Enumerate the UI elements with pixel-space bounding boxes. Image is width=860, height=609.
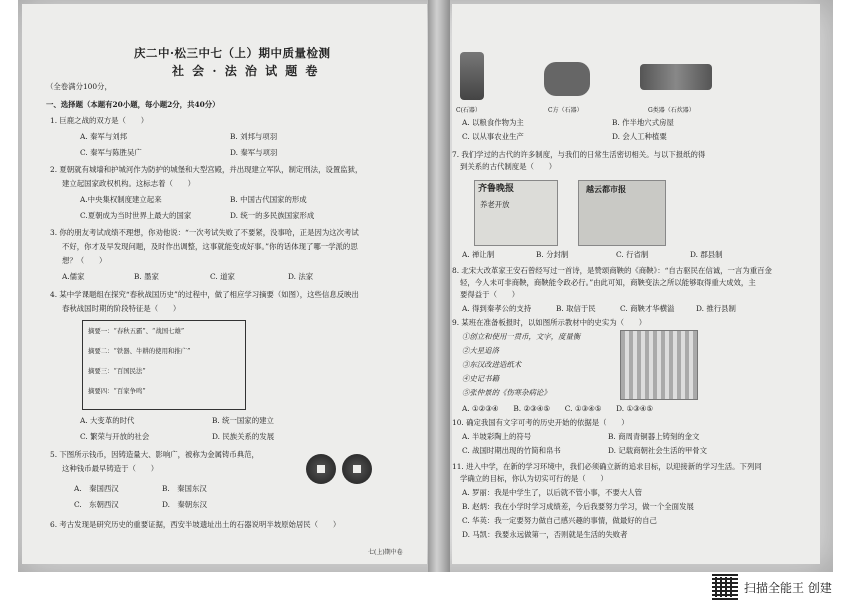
q11-option-c: C. 华英：我一定要努力做自己感兴趣的事情，做最好的自己	[462, 516, 657, 525]
q6-option-b: B. 作半地穴式房屋	[612, 118, 674, 127]
question-11: 11. 进入中学，在新的学习环境中，我们必须确立新的追求目标，以迎接新的学习生活。下列同	[452, 462, 762, 471]
page-footer: 七(上)期中卷	[368, 549, 403, 556]
handwritten-note: ②大星追洛	[462, 346, 499, 355]
q7-option-a: A. 禅让制	[462, 250, 495, 259]
stone-tool-image	[544, 62, 590, 96]
q7-option-d: D. 郡县制	[690, 250, 723, 259]
q7-option-b: B. 分封制	[536, 250, 569, 259]
q2-option-b: B. 中国古代国家的形成	[230, 195, 307, 204]
q7-option-c: C. 行省制	[616, 250, 649, 259]
question-2: 2. 夏朝就有城墙和护城河作为防护的城堡和大型宫殿，并出现建立军队，制定刑法，设置监狱，	[50, 165, 363, 174]
question-6: 6. 考古发现是研究历史的重要证据，西安半坡遗址出土的石器说明半坡原始居民（ ）	[50, 520, 341, 529]
question-1: 1. 巨鹿之战的双方是（ ）	[50, 116, 149, 125]
question-2-cont: 建立起国家政权机构。这标志着（ ）	[62, 179, 196, 188]
scanner-watermark	[712, 574, 832, 600]
q8-option-a: A. 得到秦孝公的支持	[462, 304, 532, 313]
q2-option-d: D. 统一的多民族国家形成	[230, 211, 315, 220]
q10-option-b: B. 商周青铜器上铸刻的金文	[608, 432, 700, 441]
q1-option-a: A. 秦军与刘邦	[80, 132, 127, 141]
q3-option-a: A.儒家	[62, 272, 85, 281]
q4-option-b: B. 统一国家的建立	[212, 416, 274, 425]
stone-mill-image	[640, 64, 712, 90]
qr-code-icon	[712, 574, 738, 600]
stone-tool-image	[460, 52, 484, 100]
scanner-app-label: 扫描全能王 创建	[744, 580, 832, 595]
q11-option-d: D. 马凯：我要永远做第一，否则就是生活的失败者	[462, 530, 628, 539]
section-heading: 一、选择题（本题有20小题，每小题2分，共40分）	[46, 100, 220, 109]
question-4-cont: 春秋战国时期的阶段特征是（ ）	[62, 304, 181, 313]
q11-option-a: A. 罗丽：我是中学生了，以后就不管小事，不要大人管	[462, 488, 643, 497]
q3-option-b: B. 墨家	[134, 272, 159, 281]
q3-option-c: C. 道家	[210, 272, 235, 281]
question-8-cont: 轻，今人未可非商鞅，商鞅能令政必行。”由此可知，商鞅变法之所以能够取得重大成效，主	[460, 278, 756, 287]
q5-option-d: D. 秦朝东汉	[162, 500, 207, 509]
q5-option-c: C. 东朝西汉	[74, 500, 119, 509]
shiji-book-image	[620, 330, 698, 400]
handwritten-note: ①创立和使用一贯币，文字，度量衡	[462, 332, 581, 341]
question-10: 10. 确定我国有文字可考的历史开始的依据是（ ）	[452, 418, 629, 427]
newspaper-name: 越云都市报	[586, 184, 626, 194]
q5-option-b: B. 秦国东汉	[162, 484, 207, 493]
handwritten-note: ⑤张仲景的《伤寒杂病论》	[462, 388, 551, 397]
question-3: 3. 你的朋友考试成绩不理想，你劝他说：“一次考试失败了不要紧，没事哈，正是因为这次考试	[50, 228, 359, 237]
q10-option-a: A. 半坡彩陶上的符号	[462, 432, 532, 441]
handwritten-note: ④史记书籍	[462, 374, 499, 383]
question-5: 5. 下图所示钱币，因铸造量大、影响广，被称为金属铸币典范，	[50, 450, 259, 459]
q11-option-b: B. 赵炳：我在小学时学习成绩差，今后我要努力学习，做一个全面发展	[462, 502, 694, 511]
exam-subtitle: 社 会 · 法 治 试 题 卷	[172, 64, 320, 78]
image-caption: C(石器）	[456, 107, 481, 114]
right-page	[368, 4, 820, 564]
summary-1: 摘要一：“春秋五霸”、“战国七雄”	[88, 327, 185, 335]
question-5-cont: 这种钱币最早铸造于（ ）	[62, 464, 159, 473]
summary-3: 摘要三：“百国民法”	[88, 367, 146, 375]
q4-option-a: A. 大变革的时代	[80, 416, 135, 425]
question-4: 4. 某中学课题组在探究“春秋战国历史”的过程中，做了相应学习摘要（如图），这些信息反映出	[50, 290, 359, 299]
q8-option-c: C. 商鞅才华横溢	[620, 304, 675, 313]
q8-option-d: D. 推行县制	[696, 304, 736, 313]
q1-option-b: B. 刘邦与项羽	[230, 132, 278, 141]
q8-option-b: B. 取信于民	[556, 304, 596, 313]
q9-options: A. ①②③④ B. ②③④⑤ C. ①③④⑤ D. ①③④⑤	[462, 404, 653, 413]
q10-option-d: D. 记载商朝社会生活的甲骨文	[608, 446, 708, 455]
q6-option-d: D. 会人工种植粟	[612, 132, 667, 141]
score-note: （全卷满分100分，	[46, 82, 112, 91]
coin-image	[306, 454, 336, 484]
summary-2: 摘要二：“铁器、牛耕的使用和推广”	[88, 347, 191, 355]
left-page	[22, 4, 427, 564]
question-3-cont: 不好，你才及早发现问题，及时作出调整，这事就能变成好事。”你的话体现了哪一学派的思	[62, 242, 358, 251]
summary-4: 摘要四：“百家争鸣”	[88, 387, 146, 395]
image-caption: G类器（石炊器）	[648, 107, 695, 114]
q2-option-a: A.中央集权制度建立起来	[80, 195, 162, 204]
q1-option-c: C. 秦军与陈胜吴广	[80, 148, 142, 157]
page-fold	[428, 0, 450, 572]
q2-option-c: C.夏朝成为当时世界上最大的国家	[80, 211, 192, 220]
q4-option-d: D. 民族关系的发展	[212, 432, 275, 441]
question-3-cont2: 想？（ ）	[62, 256, 107, 265]
question-9: 9. 某班在准备板报时，以如图所示教材中的史实为（ ）	[452, 318, 647, 327]
handwritten-note: ③东汉改进造纸术	[462, 360, 522, 369]
q6-option-a: A. 以粮食作物为主	[462, 118, 524, 127]
question-8: 8. 北宋大改革家王安石曾经写过一首诗，是赞颂商鞅的《商鞅》：“自古驱民在信诚，一言为重百金	[452, 266, 772, 275]
image-caption: C方（石器）	[548, 107, 583, 114]
q6-option-c: C. 以从事农业生产	[462, 132, 524, 141]
q10-option-c: C. 战国时期出现的竹简和帛书	[462, 446, 561, 455]
coin-image	[342, 454, 372, 484]
q5-option-a: A. 秦国西汉	[74, 484, 119, 493]
question-7-cont: 到关系的古代制度是（ ）	[460, 162, 557, 171]
q4-option-c: C. 繁荣与开放的社会	[80, 432, 150, 441]
question-7: 7. 我们学过的古代的许多制度，与我们的日常生活密切相关。与以下报纸的得	[452, 150, 706, 159]
question-8-cont2: 要得益于（ ）	[460, 290, 520, 299]
newspaper-headline: 养老开放	[480, 200, 510, 209]
q3-option-d: D. 法家	[288, 272, 314, 281]
exam-title: 庆二中·松三中七（上）期中质量检测	[134, 46, 331, 60]
newspaper-name: 齐鲁晚报	[478, 184, 515, 194]
question-11-cont: 学确立的目标，你认为切实可行的是（ ）	[460, 474, 608, 483]
q1-option-d: D. 秦军与项羽	[230, 148, 278, 157]
